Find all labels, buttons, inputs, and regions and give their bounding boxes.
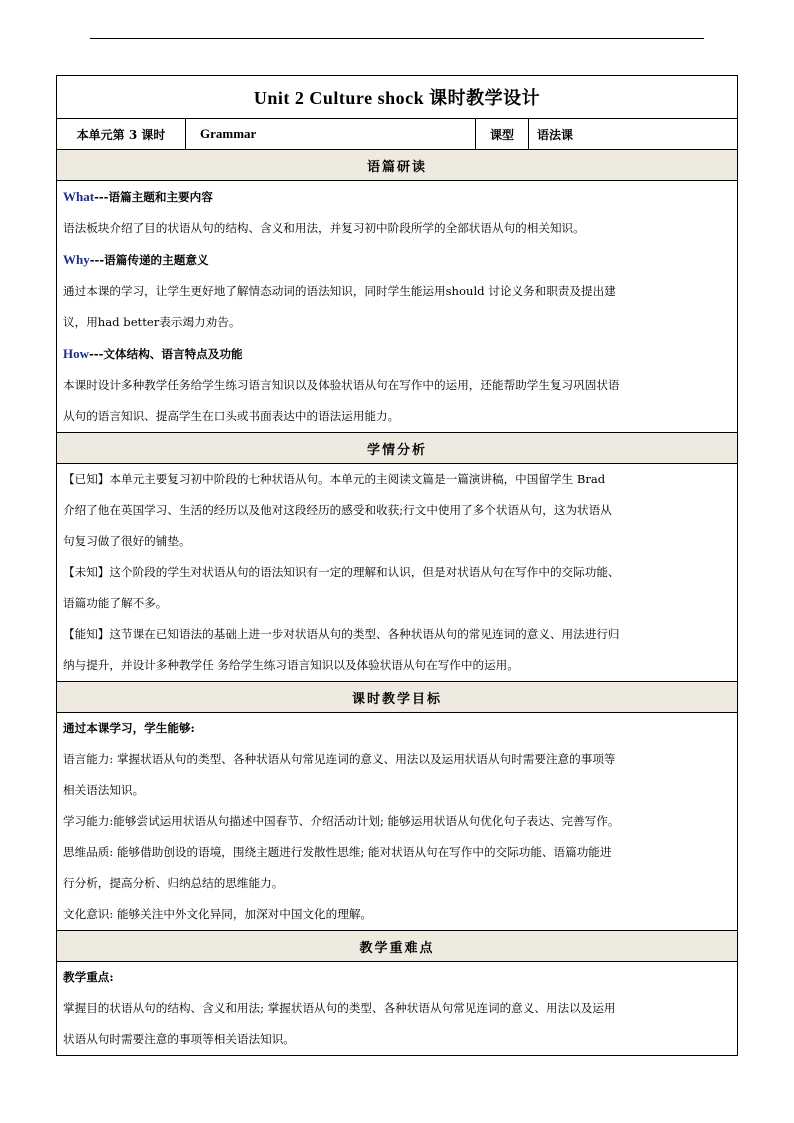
lesson-type-value: 语法课	[529, 119, 738, 150]
section-header-learner-analysis: 学情分析	[57, 433, 738, 464]
why-text-line-1: 通过本课的学习，让学生更好地了解情态动词的语法知识，同时学生能运用should 讨论义务和职责及提出建	[63, 284, 616, 298]
how-text-line-2: 从句的语言知识、提高学生在口头或书面表达中的语法运用能力。	[63, 409, 400, 423]
objective-line-5: 行分析，提高分析、归纳总结的思维能力。	[63, 876, 284, 890]
why-heading: Why---语篇传递的主题意义	[63, 252, 209, 267]
key-point-line-1: 掌握目的状语从句的结构、含义和用法; 掌握状语从句的类型、各种状语从句常见连词的意义、用法以及运用	[63, 1001, 616, 1015]
objectives-intro: 通过本课学习，学生能够:	[63, 721, 195, 735]
objectives-body	[57, 713, 738, 931]
objective-line-4: 思维品质: 能够借助创设的语境，围绕主题进行发散性思维; 能对状语从句在写作中的交际功能、语篇功能进	[63, 845, 612, 859]
learner-line-3: 句复习做了很好的铺垫。	[63, 534, 191, 548]
lesson-type-label: 课型	[476, 119, 529, 150]
learner-line-1: 【已知】本单元主要复习初中阶段的七种状语从句。本单元的主阅读文篇是一篇演讲稿，中国留学生 Brad	[63, 472, 606, 486]
learner-line-5: 语篇功能了解不多。	[63, 596, 168, 610]
how-text-line-1: 本课时设计多种教学任务给学生练习语言知识以及体验状语从句在写作中的运用，还能帮助学生复习巩固状语	[63, 378, 620, 392]
page-header-rule	[90, 38, 704, 39]
objective-line-1: 语言能力: 掌握状语从句的类型、各种状语从句常见连词的意义、用法以及运用状语从句时需要注意的事项等	[63, 752, 616, 766]
learner-line-4: 【未知】这个阶段的学生对状语从句的语法知识有一定的理解和认识，但是对状语从句在写作中的交际功能、	[63, 565, 620, 579]
key-points-body	[57, 962, 738, 1056]
section-header-text-analysis: 语篇研读	[57, 150, 738, 181]
section-header-objectives: 课时教学目标	[57, 682, 738, 713]
learner-line-2: 介绍了他在英国学习、生活的经历以及他对这段经历的感受和收获;行文中使用了多个状语从句，这为状语从	[63, 503, 612, 517]
what-heading: What---语篇主题和主要内容	[63, 189, 213, 204]
what-keyword: What	[63, 189, 95, 204]
learner-line-7: 纳与提升，并设计多种教学任 务给学生练习语言知识以及体验状语从句在写作中的运用。	[63, 658, 519, 672]
key-point-line-2: 状语从句时需要注意的事项等相关语法知识。	[63, 1032, 295, 1046]
why-keyword: Why	[63, 252, 90, 267]
objective-line-2: 相关语法知识。	[63, 783, 145, 797]
section-header-key-points: 教学重难点	[57, 931, 738, 962]
how-keyword: How	[63, 346, 89, 361]
learner-line-6: 【能知】这节课在已知语法的基础上进一步对状语从句的类型、各种状语从句的常见连词的意义、用法进行归	[63, 627, 620, 641]
text-analysis-body	[57, 181, 738, 433]
why-text-line-2: 议，用had better表示竭力劝告。	[63, 315, 241, 329]
objective-line-6: 文化意识: 能够关注中外文化异同，加深对中国文化的理解。	[63, 907, 373, 921]
lesson-plan-table	[56, 75, 738, 1056]
key-points-intro: 教学重点:	[63, 970, 114, 984]
objective-line-3: 学习能力:能够尝试运用状语从句描述中国春节、介绍活动计划; 能够运用状语从句优化句子表达、完善写作。	[63, 814, 620, 828]
what-text: 语法板块介绍了目的状语从句的结构、含义和用法，并复习初中阶段所学的全部状语从句的相关知识。	[63, 221, 585, 235]
learner-analysis-body	[57, 464, 738, 682]
document-title: Unit 2 Culture shock 课时教学设计	[57, 76, 738, 119]
lesson-topic-value: Grammar	[186, 119, 476, 150]
how-heading: How---文体结构、语言特点及功能	[63, 346, 243, 361]
lesson-number-label: 本单元第 3 课时	[57, 119, 186, 150]
